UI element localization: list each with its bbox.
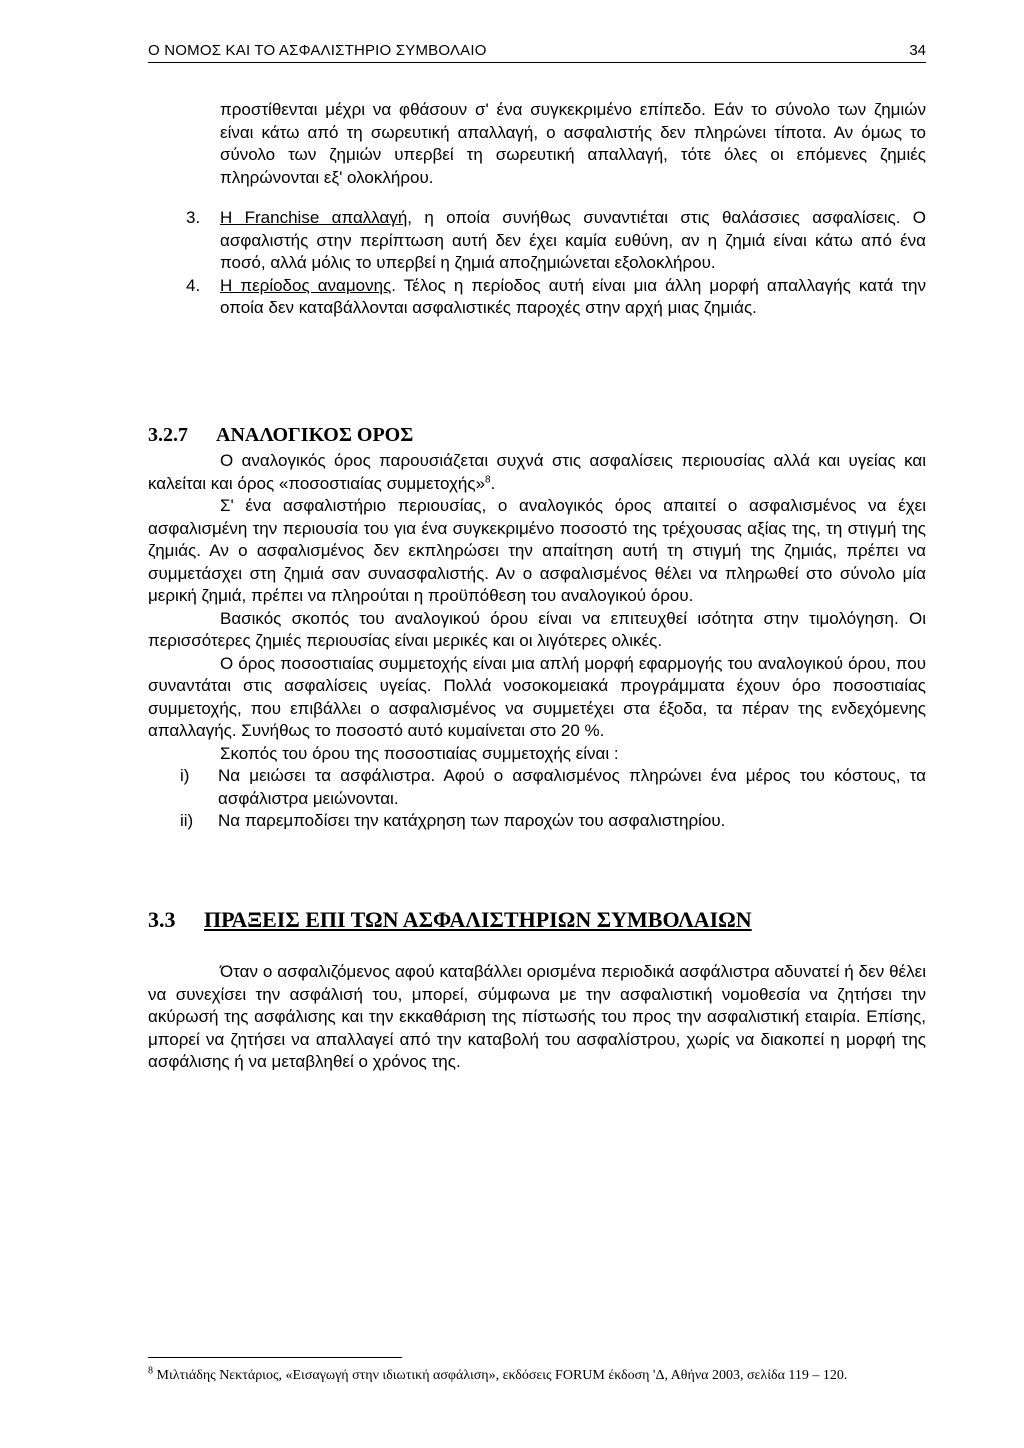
list-item-term: Η Franchise απαλλαγή [220, 208, 408, 227]
paragraph: Ο όρος ποσοστιαίας συμμετοχής είναι μια απλή μορφή εφαρμογής του αναλογικού όρου, που συναντάται στις ασφαλίσεις υγείας. Πολλά νοσοκομειακά προγράμματα έχουν όρο ποσοστιαίας συμμετοχής, που επιβάλλει ο ασφαλισμένος να συμμετέχει στα έξοδα, τα πέραν της ενδεχόμενης απαλλαγής. Συνήθως το ποσοστό αυτό κυμαίνεται στο 20 %. [148, 653, 926, 740]
section-3-2-7 [148, 423, 926, 833]
list-item [148, 765, 926, 810]
list-item-text: , η οποία συνήθως συναντιέται στις θαλάσσιες ασφαλίσεις. Ο ασφαλιστής στην περίπτωση αυτή δεν έχει καμία ευθύνη, αν η ζημιά είναι κάτω από ένα ποσό, αλλά μόλις το υπερβεί η ζημιά αποζημιώνεται εξολοκλήρου. [220, 208, 926, 272]
paragraph-end: . [490, 473, 496, 493]
list-item-number: i) [180, 766, 190, 785]
footnote-ref: 8 [485, 473, 491, 485]
paragraph: Σκοπός του όρου της ποσοστιαίας συμμετοχής είναι : [220, 743, 619, 763]
intro-paragraph: προστίθενται μέχρι να φθάσουν σ' ένα συγκεκριμένο επίπεδο. Εάν το σύνολο των ζημιών είναι κάτω από τη σωρευτική απαλλαγή, ο ασφαλιστής δεν πληρώνει τίποτα. Αν όμως το σύνολο των ζημιών υπερβεί τη σωρευτική απαλλαγή, τότε όλες οι επόμενες ζημιές πληρώνονται εξ' ολοκλήρου. [220, 100, 926, 187]
paragraph-text: Ο αναλογικός όρος παρουσιάζεται συχνά στις ασφαλίσεις περιουσίας αλλά και υγείας και καλείται και όρος «ποσοστιαίας συμμετοχής» [148, 451, 926, 493]
footnote-text: Μιλτιάδης Νεκτάριος, «Εισαγωγή στην ιδιωτική ασφάλιση», εκδόσεις FORUM έκδοση 'Δ, Αθήνα 2003, σελίδα 119 – 120. [156, 1368, 848, 1383]
section-heading [148, 423, 926, 447]
footnote [148, 1366, 926, 1385]
paragraph: Σ' ένα ασφαλιστήριο περιουσίας, ο αναλογικός όρος απαιτεί ο ασφαλισμένος να έχει ασφαλισμένη την περιουσία του για ένα συγκεκριμένο ποσοστό της τρέχουσας αξίας της, τη στιγμή της ζημιάς. Αν ο ασφαλισμένος δεν εκπληρώσει την απαίτηση αυτή τη στιγμή της ζημιάς, πρέπει να συμμετάσχει στη ζημιά σαν συνασφαλιστής. Αν ο ασφαλισμένος θέλει να πληρωθεί στο σύνολο μία μερική ζημιά, πρέπει να πληρούται η προϋπόθεση του αναλογικού όρου. [148, 496, 926, 605]
paragraph [148, 450, 926, 495]
list-item [186, 207, 926, 275]
list-item-text: Να παρεμποδίσει την κατάχρηση των παροχών του ασφαλιστηρίου. [218, 811, 726, 830]
running-header [148, 40, 926, 63]
purpose-list [148, 765, 926, 833]
list-item-number: 4. [186, 275, 201, 295]
header-title: Ο ΝΟΜΟΣ ΚΑΙ ΤΟ ΑΣΦΑΛΙΣΤΗΡΙΟ ΣΥΜΒΟΛΑΙΟ [148, 42, 487, 59]
section-number: 3.3 [148, 907, 176, 932]
list-item [148, 810, 926, 833]
list-item-number: 3. [186, 208, 201, 227]
paragraph: Όταν ο ασφαλιζόμενος αφού καταβάλλει ορισμένα περιοδικά ασφάλιστρα αδυνατεί ή δεν θέλει να συνεχίσει την ασφάλισή του, μπορεί, σύμφωνα με την ασφαλιστική νομοθεσία να ζητήσει την ακύρωσή της ασφάλισης και την εκκαθάριση της πίστωσής του προς την ασφαλιστική εταιρία. Επίσης, μπορεί να ζητήσει να απαλλαγεί από την καταβολή του ασφαλίστρου, χωρίς να διακοπεί η μορφή της ασφάλισης ή να μεταβληθεί ο χρόνος της. [148, 962, 926, 1071]
section-title: ΠΡΑΞΕΙΣ ΕΠΙ ΤΩΝ ΑΣΦΑΛΙΣΤΗΡΙΩΝ ΣΥΜΒΟΛΑΙΩΝ [204, 907, 752, 932]
list-item-term: Η περίοδος αναμονης [220, 275, 392, 295]
deductible-list [186, 207, 926, 320]
section-3-3 [148, 906, 926, 1074]
footnote-marker: 8 [148, 1365, 153, 1377]
list-item-text: . Τέλος η περίοδος αυτή είναι μια άλλη μορφή απαλλαγής κατά την οποία δεν καταβάλλονται ασφαλιστικές παροχές στην αρχή μιας ζημιάς. [220, 275, 926, 317]
section-number: 3.2.7 [148, 424, 188, 446]
paragraph: Βασικός σκοπός του αναλογικού όρου είναι να επιτευχθεί ισότητα στην τιμολόγηση. Οι περισσότερες ζημιές περιουσίας είναι μερικές και οι λιγότερες ολικές. [148, 608, 926, 650]
section-title: ΑΝΑΛΟΓΙΚΟΣ ΟΡΟΣ [216, 424, 414, 446]
footnote-divider [148, 1357, 402, 1358]
list-item-number: ii) [180, 811, 194, 830]
list-item [186, 275, 926, 320]
page-number: 34 [909, 42, 926, 59]
list-item-text: Να μειώσει τα ασφάλιστρα. Αφού ο ασφαλισμένος πληρώνει ένα μέρος του κόστους, τα ασφάλιστρα μειώνονται. [218, 766, 926, 808]
section-heading [148, 906, 926, 934]
